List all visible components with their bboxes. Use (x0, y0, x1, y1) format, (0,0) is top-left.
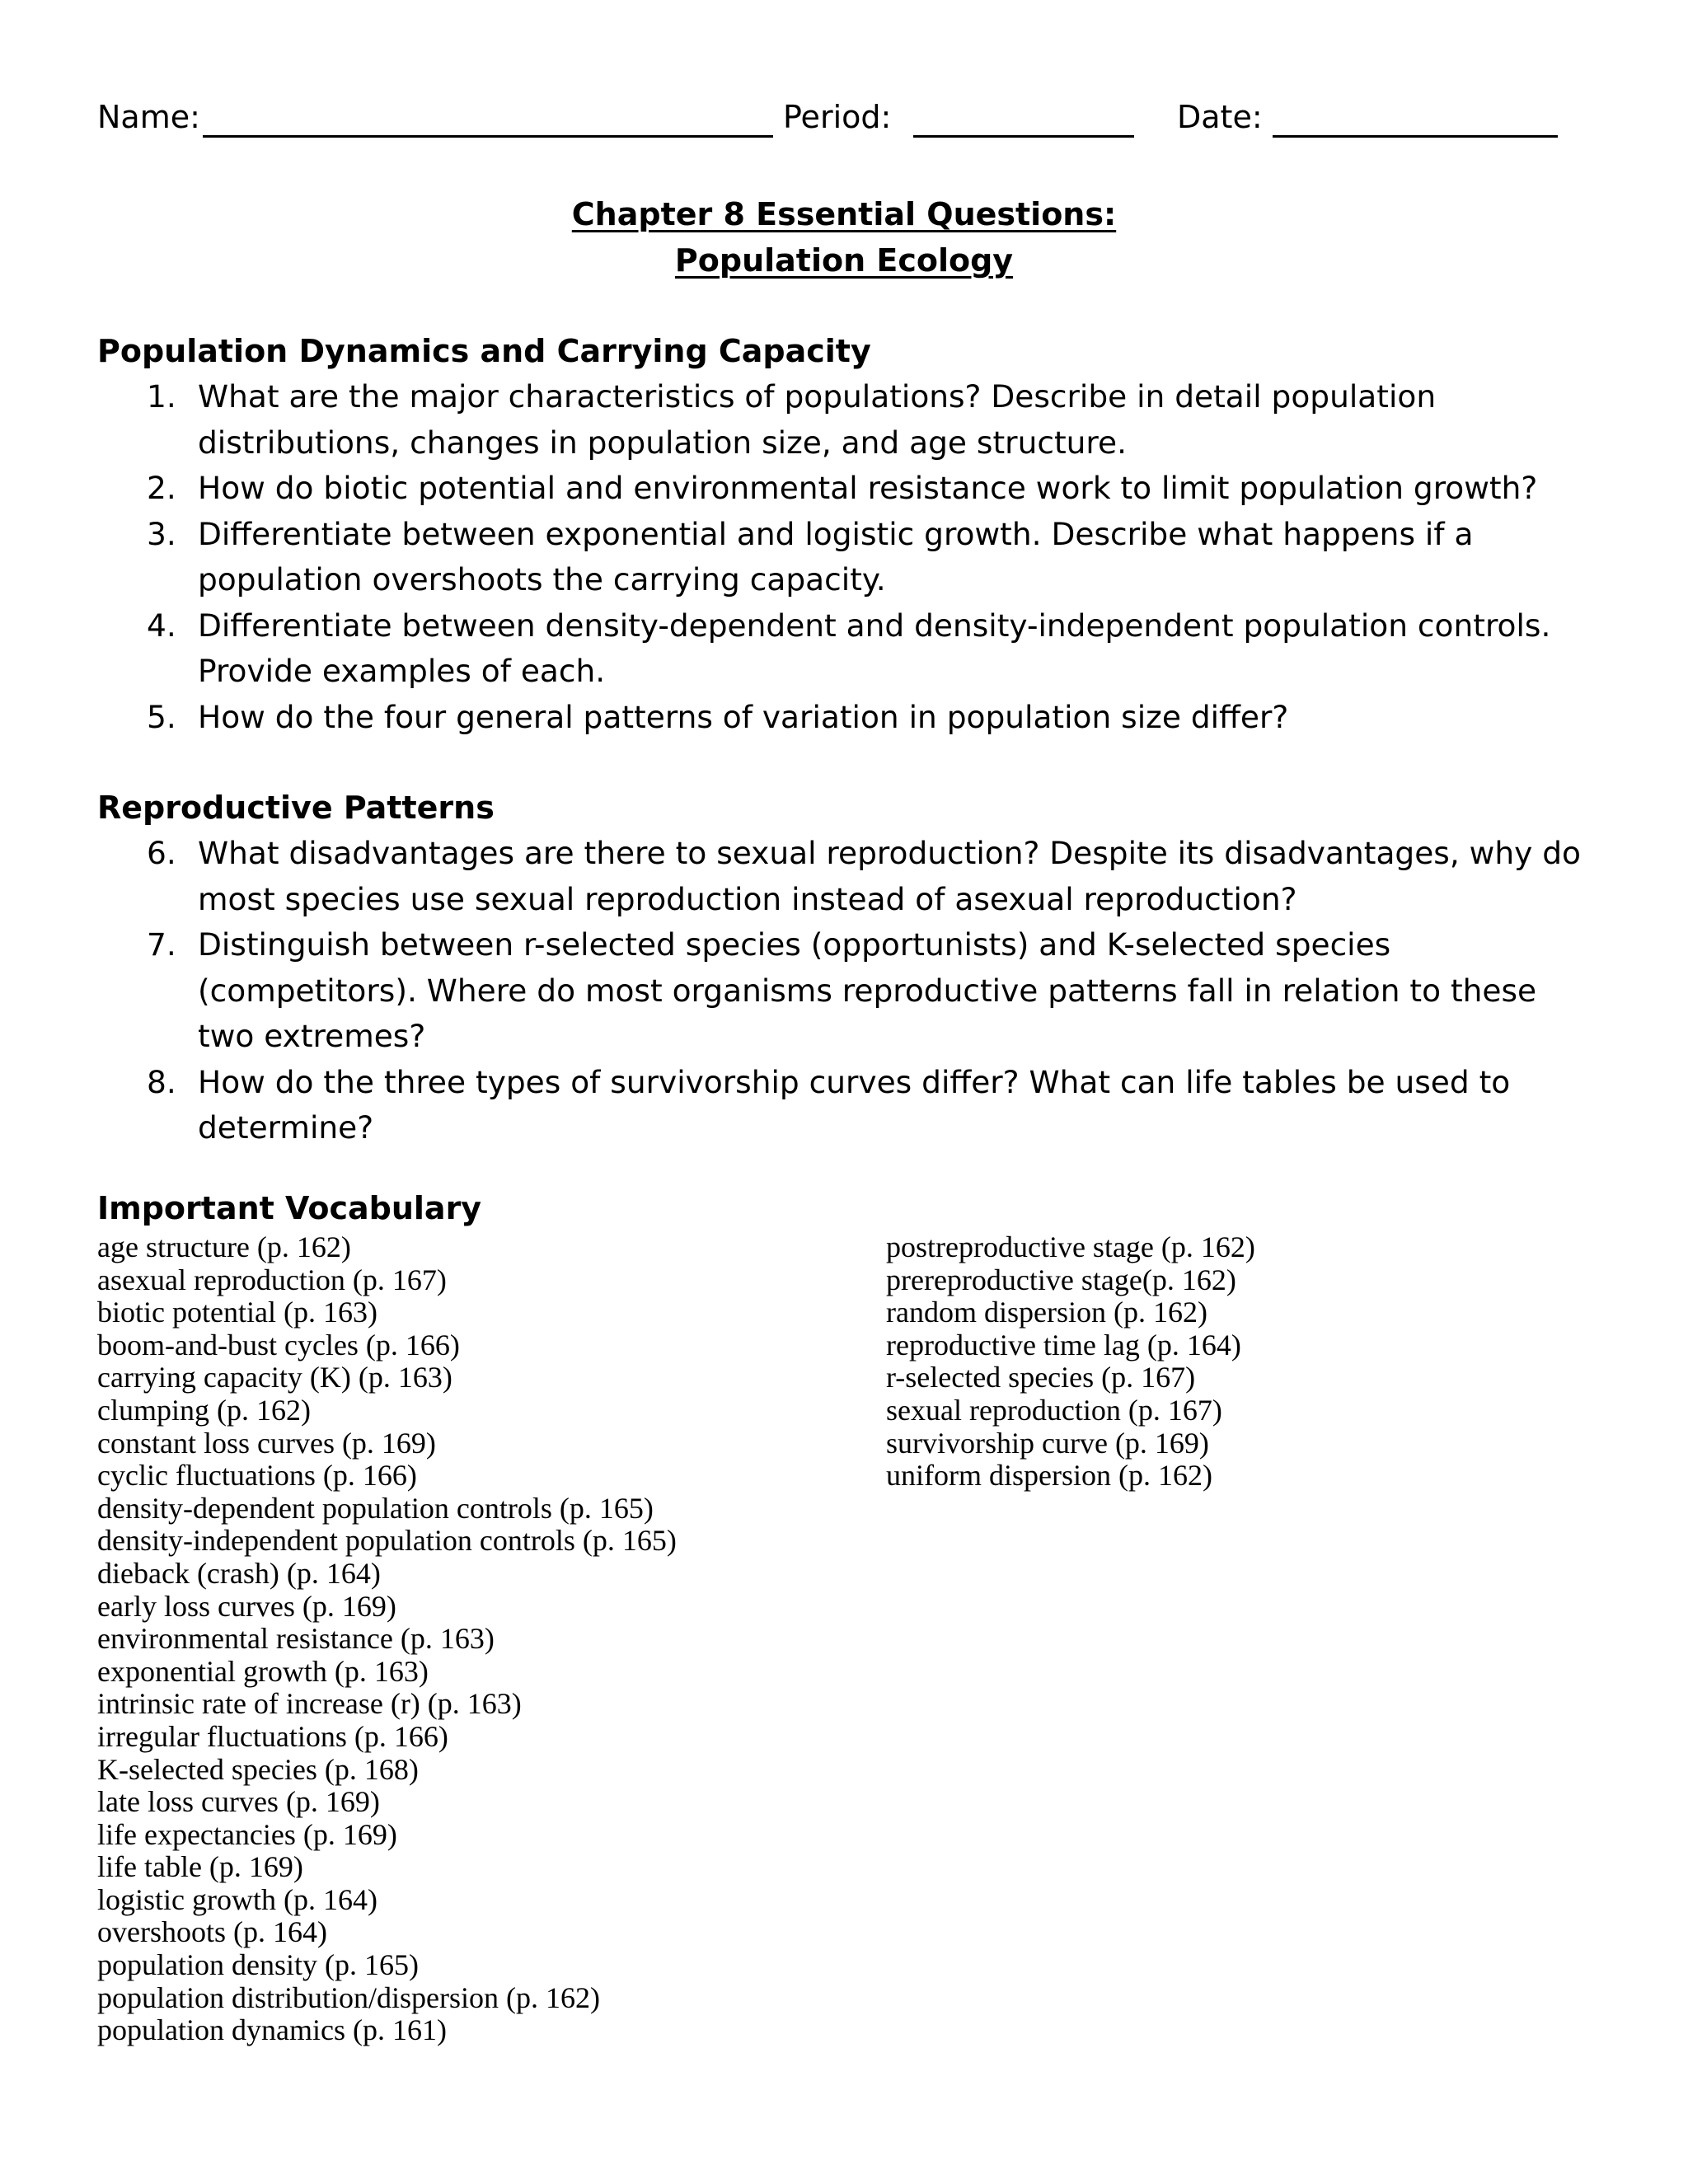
vocab-term: sexual reproduction (p. 167) (886, 1393, 1222, 1427)
period-label: Period: (783, 99, 892, 135)
student-info-row (97, 99, 1581, 148)
question-text: What are the major characteristics of populations? Describe in detail population distributions, changes in population size, and age structure. (198, 378, 1437, 461)
vocab-term: population distribution/dispersion (p. 162) (97, 1980, 600, 2014)
title-line-1: Chapter 8 Essential Questions: (571, 196, 1117, 232)
date-blank[interactable] (1273, 135, 1558, 138)
vocab-term: constant loss curves (p. 169) (97, 1426, 436, 1460)
question-text: How do the three types of survivorship curves differ? What can life tables be used to determine? (198, 1063, 1511, 1146)
vocab-term: intrinsic rate of increase (r) (p. 163) (97, 1687, 522, 1721)
vocab-term: late loss curves (p. 169) (97, 1785, 380, 1819)
vocab-term: clumping (p. 162) (97, 1393, 311, 1427)
question-item (97, 831, 1581, 922)
section-heading: Reproductive Patterns (97, 790, 495, 826)
vocab-term: environmental resistance (p. 163) (97, 1622, 495, 1656)
section-heading: Population Dynamics and Carrying Capacity (97, 333, 871, 369)
question-number: 2. (147, 470, 176, 506)
question-number: 5. (147, 698, 176, 735)
section-population-dynamics (97, 328, 1581, 740)
question-number: 3. (147, 515, 176, 552)
question-text: Distinguish between r-selected species (opportunists) and K-selected species (competitors). Where do most organisms reproductive patterns fall in relation to these two extremes? (198, 926, 1537, 1054)
question-item (97, 1060, 1581, 1151)
vocab-term: postreproductive stage (p. 162) (886, 1230, 1255, 1263)
vocab-term: reproductive time lag (p. 164) (886, 1328, 1241, 1361)
section-reproductive-patterns (97, 785, 1581, 1151)
vocab-term: dieback (crash) (p. 164) (97, 1556, 381, 1590)
vocab-term: population density (p. 165) (97, 1948, 419, 1982)
vocabulary-heading: Important Vocabulary (97, 1190, 482, 1226)
vocab-term: logistic growth (p. 164) (97, 1882, 377, 1916)
vocab-term: overshoots (p. 164) (97, 1915, 327, 1949)
vocab-term: early loss curves (p. 169) (97, 1589, 396, 1623)
question-item (97, 466, 1581, 512)
question-list (97, 831, 1581, 1151)
question-text: What disadvantages are there to sexual reproduction? Despite its disadvantages, why do most species use sexual reproduction instead of asexual reproduction? (198, 835, 1581, 917)
vocab-term: prereproductive stage(p. 162) (886, 1263, 1236, 1296)
vocab-term: life table (p. 169) (97, 1850, 303, 1884)
vocab-term: carrying capacity (K) (p. 163) (97, 1361, 452, 1394)
vocab-term: age structure (p. 162) (97, 1230, 351, 1263)
question-list (97, 374, 1581, 740)
question-number: 8. (147, 1063, 176, 1100)
question-item (97, 922, 1581, 1060)
name-blank[interactable] (203, 135, 773, 138)
question-text: Differentiate between density-dependent and density-independent population controls. Provide examples of each. (198, 607, 1551, 689)
question-item (97, 603, 1581, 695)
question-text: How do biotic potential and environmental resistance work to limit population growth? (198, 470, 1538, 506)
vocab-term: density-independent population controls (p. 165) (97, 1524, 677, 1558)
vocab-term: survivorship curve (p. 169) (886, 1426, 1209, 1460)
question-item (97, 512, 1581, 603)
question-number: 6. (147, 835, 176, 871)
vocab-term: population dynamics (p. 161) (97, 2013, 447, 2047)
question-item (97, 374, 1581, 466)
question-number: 1. (147, 378, 176, 415)
vocab-term: biotic potential (p. 163) (97, 1296, 377, 1329)
question-text: How do the four general patterns of variation in population size differ? (198, 698, 1289, 735)
vocabulary-right-column (886, 1231, 1255, 1493)
vocabulary-left-column (97, 1231, 677, 2047)
vocab-term: density-dependent population controls (p. 165) (97, 1491, 654, 1525)
page-title (0, 191, 1688, 284)
date-label: Date: (1177, 99, 1263, 135)
question-number: 7. (147, 926, 176, 963)
vocab-term: life expectancies (p. 169) (97, 1817, 397, 1851)
vocab-term: asexual reproduction (p. 167) (97, 1263, 447, 1296)
title-line-2: Population Ecology (674, 242, 1014, 279)
period-blank[interactable] (913, 135, 1134, 138)
question-number: 4. (147, 607, 176, 644)
vocab-term: K-selected species (p. 168) (97, 1752, 419, 1786)
vocab-term: uniform dispersion (p. 162) (886, 1459, 1212, 1493)
vocab-term: exponential growth (p. 163) (97, 1654, 429, 1688)
vocab-term: r-selected species (p. 167) (886, 1361, 1196, 1394)
question-text: Differentiate between exponential and logistic growth. Describe what happens if a population overshoots the carrying capacity. (198, 515, 1474, 598)
question-item (97, 695, 1581, 741)
vocab-term: cyclic fluctuations (p. 166) (97, 1459, 417, 1493)
vocab-term: boom-and-bust cycles (p. 166) (97, 1328, 460, 1361)
vocab-term: random dispersion (p. 162) (886, 1296, 1207, 1329)
vocab-term: irregular fluctuations (p. 166) (97, 1719, 448, 1753)
name-label: Name: (97, 99, 200, 135)
